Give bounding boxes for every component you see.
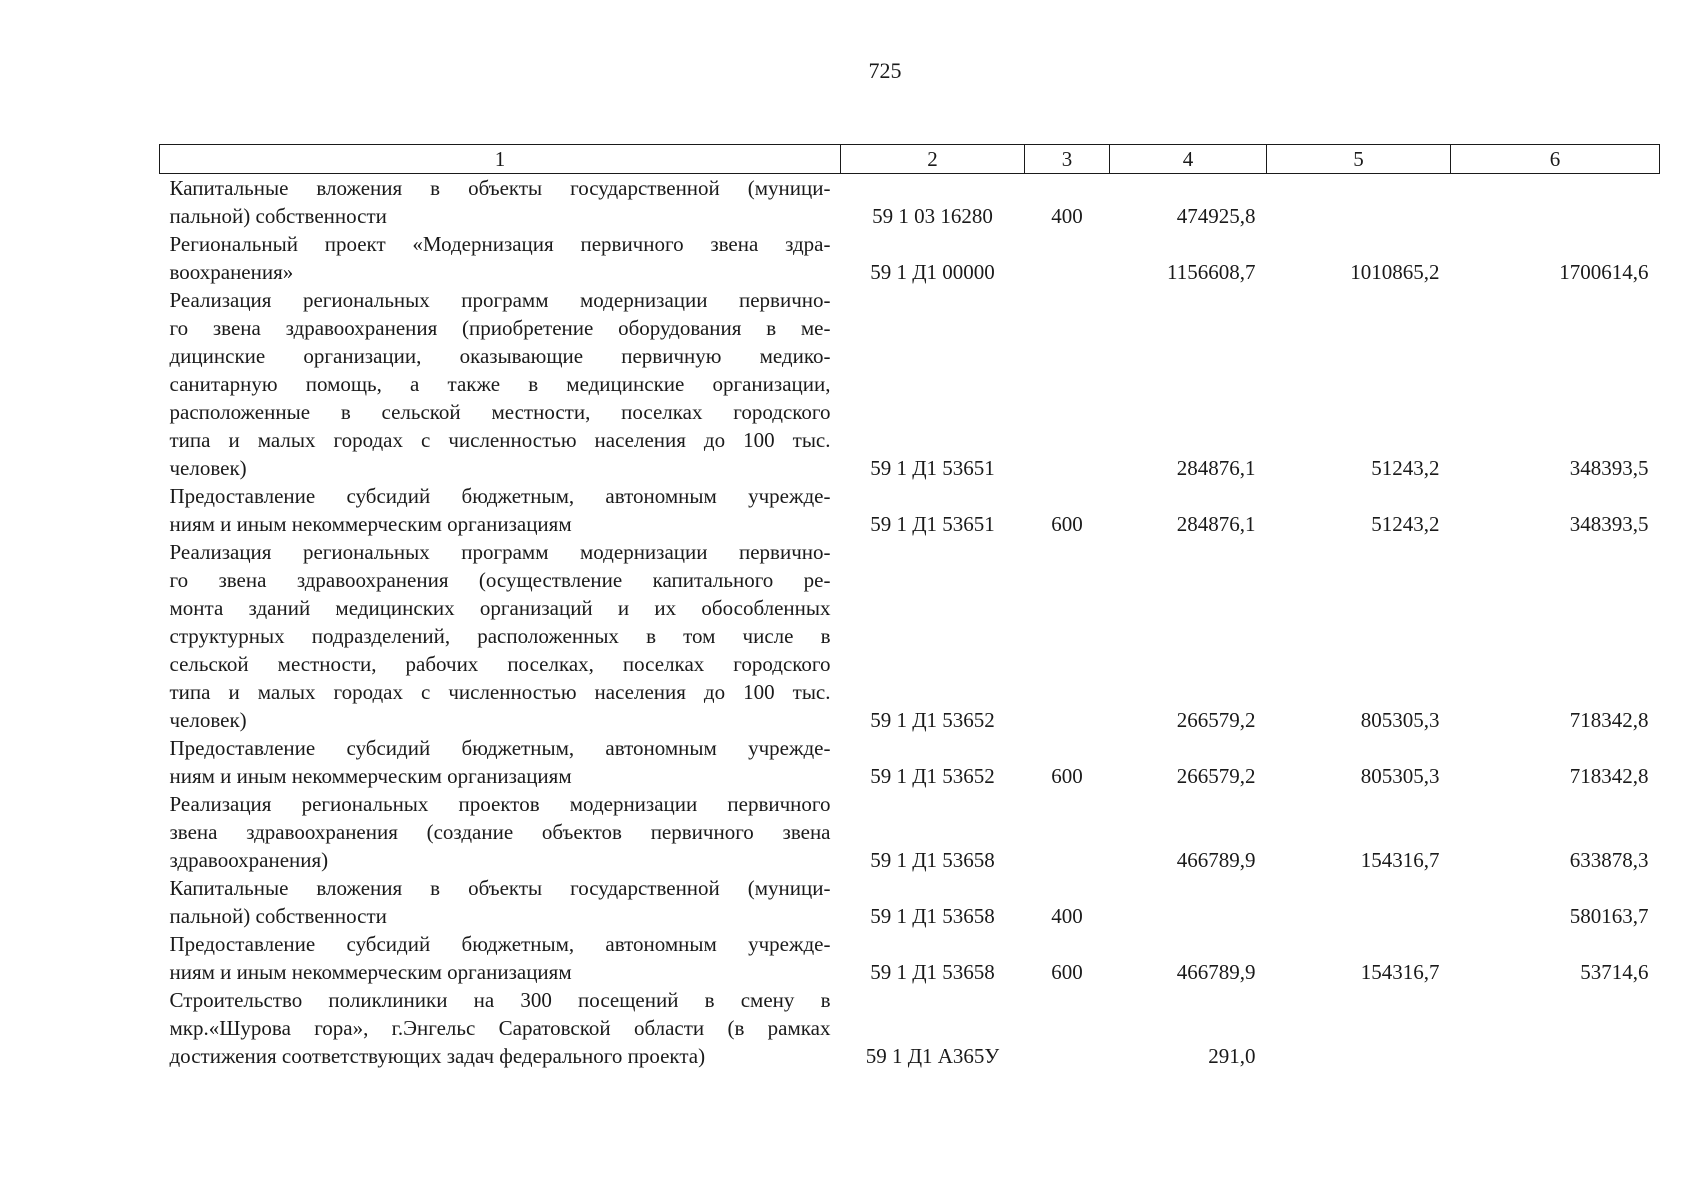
row-name-line: достижения соответствующих задач федерального проекта)	[169, 1044, 706, 1068]
row-code: 59 1 Д1 А365У	[865, 1044, 1000, 1068]
row-value-4	[1110, 874, 1267, 930]
row-value-5: 51243,2	[1371, 512, 1440, 536]
row-value-5	[1267, 174, 1451, 231]
row-code: 59 1 Д1 53658	[870, 848, 995, 872]
row-name-line: Строительство поликлиники на 300 посещений в смену в	[169, 988, 831, 1012]
row-name-line: звена здравоохранения (создание объектов первичного звена	[169, 820, 831, 844]
row-name-line: ниям и иным некоммерческим организациям	[169, 512, 572, 536]
row-code: 59 1 Д1 53652	[870, 764, 995, 788]
row-expense-type	[1025, 230, 1110, 286]
column-header-1: 1	[160, 145, 841, 174]
table-row	[160, 286, 1660, 482]
table-row	[160, 482, 1660, 538]
column-header-5: 5	[1267, 145, 1451, 174]
row-value-4: 291,0	[1208, 1044, 1256, 1068]
row-value-6: 53714,6	[1580, 960, 1649, 984]
row-value-5: 154316,7	[1360, 848, 1440, 872]
table-row	[160, 174, 1660, 231]
row-name-line: Реализация региональных программ модернизации первично-	[169, 288, 831, 312]
row-expense-type: 400	[1051, 204, 1083, 228]
row-name-line: Предоставление субсидий бюджетным, автономным учрежде-	[169, 736, 831, 760]
row-expense-type: 600	[1051, 960, 1083, 984]
row-name-line: го звена здравоохранения (осуществление капитального ре-	[169, 568, 831, 592]
row-value-4: 474925,8	[1176, 204, 1256, 228]
row-name-line: расположенные в сельской местности, поселках городского	[169, 400, 831, 424]
row-code: 59 1 Д1 53658	[870, 904, 995, 928]
row-value-4: 466789,9	[1176, 960, 1256, 984]
row-name-line: воохранения»	[169, 260, 294, 284]
column-header-6: 6	[1451, 145, 1660, 174]
header-row	[160, 145, 1660, 174]
table-row	[160, 930, 1660, 986]
row-value-6: 718342,8	[1569, 764, 1649, 788]
row-code: 59 1 Д1 00000	[870, 260, 995, 284]
row-name	[160, 930, 841, 986]
row-name-line: человек)	[169, 456, 247, 480]
row-expense-type: 400	[1051, 904, 1083, 928]
row-name-line: типа и малых городах с численностью населения до 100 тыс.	[169, 680, 831, 704]
row-name-line: Реализация региональных проектов модернизации первичного	[169, 792, 831, 816]
row-name	[160, 986, 841, 1070]
table-row	[160, 874, 1660, 930]
row-name-line: типа и малых городах с численностью населения до 100 тыс.	[169, 428, 831, 452]
table-row	[160, 790, 1660, 874]
row-name-line: санитарную помощь, а также в медицинские организации,	[169, 372, 831, 396]
row-name-line: мкр.«Шурова гора», г.Энгельс Саратовской области (в рамках	[169, 1016, 831, 1040]
row-value-5: 805305,3	[1360, 708, 1440, 732]
row-name	[160, 790, 841, 874]
row-name-line: дицинские организации, оказывающие первичную медико-	[169, 344, 831, 368]
row-expense-type	[1025, 286, 1110, 482]
row-name-line: ниям и иным некоммерческим организациям	[169, 764, 572, 788]
budget-table	[159, 144, 1660, 1070]
row-name-line: Предоставление субсидий бюджетным, автономным учрежде-	[169, 484, 831, 508]
row-name-line: пальной) собственности	[169, 204, 387, 228]
row-value-6: 348393,5	[1569, 512, 1649, 536]
row-value-6	[1451, 174, 1660, 231]
row-name-line: Капитальные вложения в объекты государственной (муници-	[169, 876, 831, 900]
row-name	[160, 286, 841, 482]
row-value-6: 718342,8	[1569, 708, 1649, 732]
row-value-5	[1267, 874, 1451, 930]
row-expense-type	[1025, 538, 1110, 734]
row-value-4: 284876,1	[1176, 512, 1256, 536]
row-value-5: 1010865,2	[1350, 260, 1440, 284]
row-name	[160, 482, 841, 538]
row-name-line: монта зданий медицинских организаций и их обособленных	[169, 596, 831, 620]
row-value-4: 1156608,7	[1167, 260, 1256, 284]
row-name-line: здравоохранения)	[169, 848, 329, 872]
row-name-line: человек)	[169, 708, 247, 732]
column-header-2: 2	[841, 145, 1025, 174]
row-name-line: го звена здравоохранения (приобретение оборудования в ме-	[169, 316, 831, 340]
row-code: 59 1 Д1 53651	[870, 512, 995, 536]
row-value-6: 633878,3	[1569, 848, 1649, 872]
row-value-5: 51243,2	[1371, 456, 1440, 480]
table-row	[160, 230, 1660, 286]
row-code: 59 1 Д1 53658	[870, 960, 995, 984]
row-name	[160, 174, 841, 231]
row-name-line: пальной) собственности	[169, 904, 387, 928]
row-name	[160, 734, 841, 790]
row-value-5: 805305,3	[1360, 764, 1440, 788]
row-code: 59 1 Д1 53652	[870, 708, 995, 732]
row-name-line: Предоставление субсидий бюджетным, автономным учрежде-	[169, 932, 831, 956]
table-row	[160, 734, 1660, 790]
table-row	[160, 538, 1660, 734]
row-value-5	[1267, 986, 1451, 1070]
row-name-line: структурных подразделений, расположенных в том числе в	[169, 624, 831, 648]
column-header-3: 3	[1025, 145, 1110, 174]
row-name-line: Реализация региональных программ модернизации первично-	[169, 540, 831, 564]
row-name-line: Региональный проект «Модернизация первичного звена здра-	[169, 232, 831, 256]
row-expense-type	[1025, 986, 1110, 1070]
row-value-6: 580163,7	[1569, 904, 1649, 928]
table-row	[160, 986, 1660, 1070]
row-value-4: 266579,2	[1176, 764, 1256, 788]
row-value-6: 348393,5	[1569, 456, 1649, 480]
row-name	[160, 538, 841, 734]
row-value-6	[1451, 986, 1660, 1070]
row-name	[160, 874, 841, 930]
row-name-line: ниям и иным некоммерческим организациям	[169, 960, 572, 984]
row-expense-type: 600	[1051, 512, 1083, 536]
column-header-4: 4	[1110, 145, 1267, 174]
row-expense-type: 600	[1051, 764, 1083, 788]
row-code: 59 1 Д1 53651	[870, 456, 995, 480]
table-body	[160, 174, 1660, 1071]
table-header	[160, 145, 1660, 174]
row-value-5: 154316,7	[1360, 960, 1440, 984]
row-expense-type	[1025, 790, 1110, 874]
row-name	[160, 230, 841, 286]
row-value-4: 266579,2	[1176, 708, 1256, 732]
row-value-4: 466789,9	[1176, 848, 1256, 872]
row-value-6: 1700614,6	[1559, 260, 1649, 284]
page-number: 725	[868, 58, 902, 83]
row-name-line: сельской местности, рабочих поселках, поселках городского	[169, 652, 831, 676]
row-name-line: Капитальные вложения в объекты государственной (муници-	[169, 176, 831, 200]
row-value-4: 284876,1	[1176, 456, 1256, 480]
row-code: 59 1 03 16280	[872, 204, 993, 228]
